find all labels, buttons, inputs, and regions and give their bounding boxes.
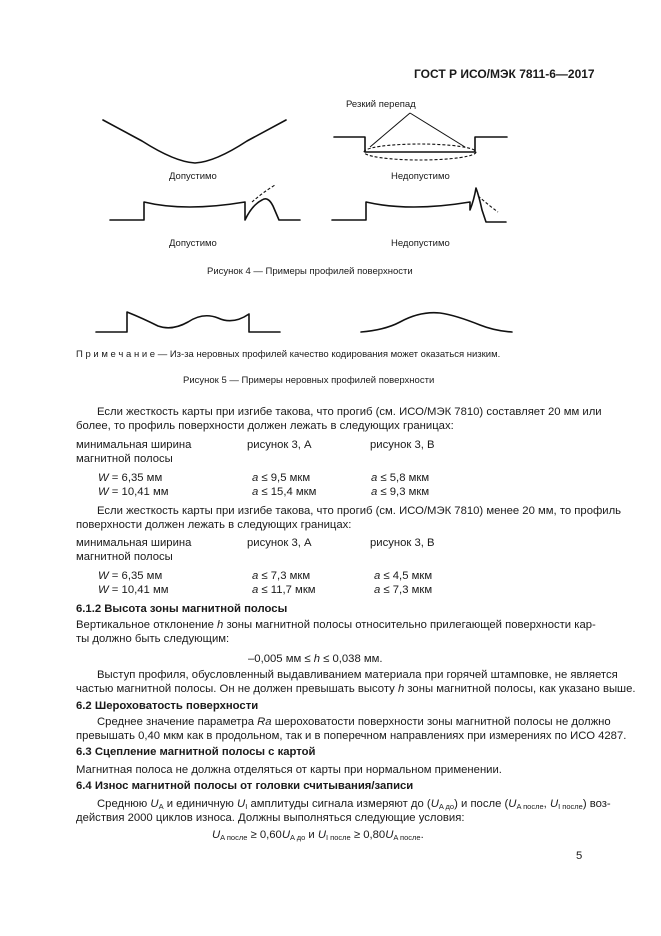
s63-line1: Магнитная полоса не должна отделяться от карты при нормальном применении. (76, 764, 502, 776)
table2-row1-a: a ≤ 7,3 мкм (252, 570, 311, 582)
table2-col1-h1: минимальная ширина (76, 537, 192, 549)
para2-line2: поверхности должен лежать в следующих границах: (76, 519, 352, 531)
profile-raised-edge-ok (110, 199, 300, 220)
table2-row2-a: a ≤ 11,7 мкм (252, 584, 316, 596)
s612-formula: –0,005 мм ≤ h ≤ 0,038 мм. (248, 653, 383, 665)
s612-p2-line2: частью магнитной полосы. Он не должен превышать высоту h зоны магнитной полосы, как указано выше. (76, 683, 636, 695)
table2-row2-w: W = 10,41 мм (98, 584, 169, 596)
label-acceptable-1: Допустимо (169, 171, 217, 182)
heading-6-4: 6.4 Износ магнитной полосы от головки считывания/записи (76, 780, 414, 792)
table2-col2-h: рисунок 3, А (247, 537, 312, 549)
s612-p2-line1: Выступ профиля, обусловленный выдавливанием материала при горячей штамповке, не является (97, 669, 618, 681)
table1-col3-h: рисунок 3, В (370, 439, 435, 451)
table1-row1-b: a ≤ 5,8 мкм (371, 472, 430, 484)
s62-line2: превышать 0,40 мкм как в продольном, так и в поперечном направлениях при измерениях по ИСО 4287. (76, 730, 627, 742)
s64-formula: $U_{A после} \ge 0,60U_{A до}$ и $U_{I после} \ge 0,80U_{A после}$. (212, 829, 424, 842)
s64-line2: действия 2000 циклов износа. Должны выполняться следующие условия: (76, 812, 465, 824)
figure-5-caption: Рисунок 5 — Примеры неровных профилей поверхности (183, 375, 435, 386)
table2-row1-w: W = 6,35 мм (98, 570, 163, 582)
profile-raised-edge-bad (332, 188, 506, 222)
sharp-drop-label: Резкий перепад (346, 99, 416, 110)
heading-6-1-2: 6.1.2 Высота зоны магнитной полосы (76, 603, 288, 615)
table2-row1-b: a ≤ 4,5 мкм (374, 570, 433, 582)
profile-sharp-drop (334, 137, 507, 152)
para2-line1: Если жесткость карты при изгибе такова, что прогиб (см. ИСО/МЭК 7810) менее 20 мм, то профиль (97, 505, 622, 517)
table2-col3-h: рисунок 3, В (370, 537, 435, 549)
note-text: — Из-за неровных профилей качество кодирования может оказаться низким. (155, 349, 501, 360)
table1-row1-w: W = 6,35 мм (98, 472, 163, 484)
profile-wavy-edges (96, 312, 280, 332)
table1-row2-b: a ≤ 9,3 мкм (371, 486, 430, 498)
heading-6-3: 6.3 Сцепление магнитной полосы с картой (76, 746, 316, 758)
heading-6-2: 6.2 Шероховатость поверхности (76, 700, 259, 712)
label-acceptable-2: Допустимо (169, 238, 217, 249)
page-number: 5 (576, 850, 583, 862)
profile-hump (361, 313, 512, 332)
table1-col2-h: рисунок 3, А (247, 439, 312, 451)
s612-line2: ты должно быть следующим: (76, 633, 230, 645)
table1-col1-h1: минимальная ширина (76, 439, 192, 451)
label-unacceptable-1: Недопустимо (391, 171, 450, 182)
label-unacceptable-2: Недопустимо (391, 238, 450, 249)
s612-line1: Вертикальное отклонение h зоны магнитной полосы относительно прилегающей поверхности кар- (76, 619, 596, 631)
table2-col1-h2: магнитной полосы (76, 551, 173, 563)
document-header: ГОСТ Р ИСО/МЭК 7811-6—2017 (414, 67, 595, 81)
table1-col1-h2: магнитной полосы (76, 453, 173, 465)
table1-row2-w: W = 10,41 мм (98, 486, 169, 498)
note-prefix: П р и м е ч а н и е (76, 349, 156, 360)
table1-row1-a: a ≤ 9,5 мкм (252, 472, 311, 484)
table1-row2-a: a ≤ 15,4 мкм (252, 486, 317, 498)
table2-row2-b: a ≤ 7,3 мкм (374, 584, 433, 596)
s62-line1: Среднее значение параметра Ra шероховатости поверхности зоны магнитной полосы не должно (97, 716, 611, 728)
para1-line1: Если жесткость карты при изгибе такова, что прогиб (см. ИСО/МЭК 7810) составляет 20 мм или (97, 406, 602, 418)
para1-line2: более, то профиль поверхности должен лежать в следующих границах: (76, 420, 454, 432)
profile-smooth-bowl (103, 120, 286, 163)
figure-4-caption: Рисунок 4 — Примеры профилей поверхности (207, 266, 413, 277)
s64-line1: Среднюю $U_A$ и единичную $U_I$ амплитуды сигнала измеряют до $(U_{A до})$ и после ($U_{A после}$, $U_{I после}$) воз- (97, 798, 611, 811)
figure-5-note (76, 349, 500, 360)
